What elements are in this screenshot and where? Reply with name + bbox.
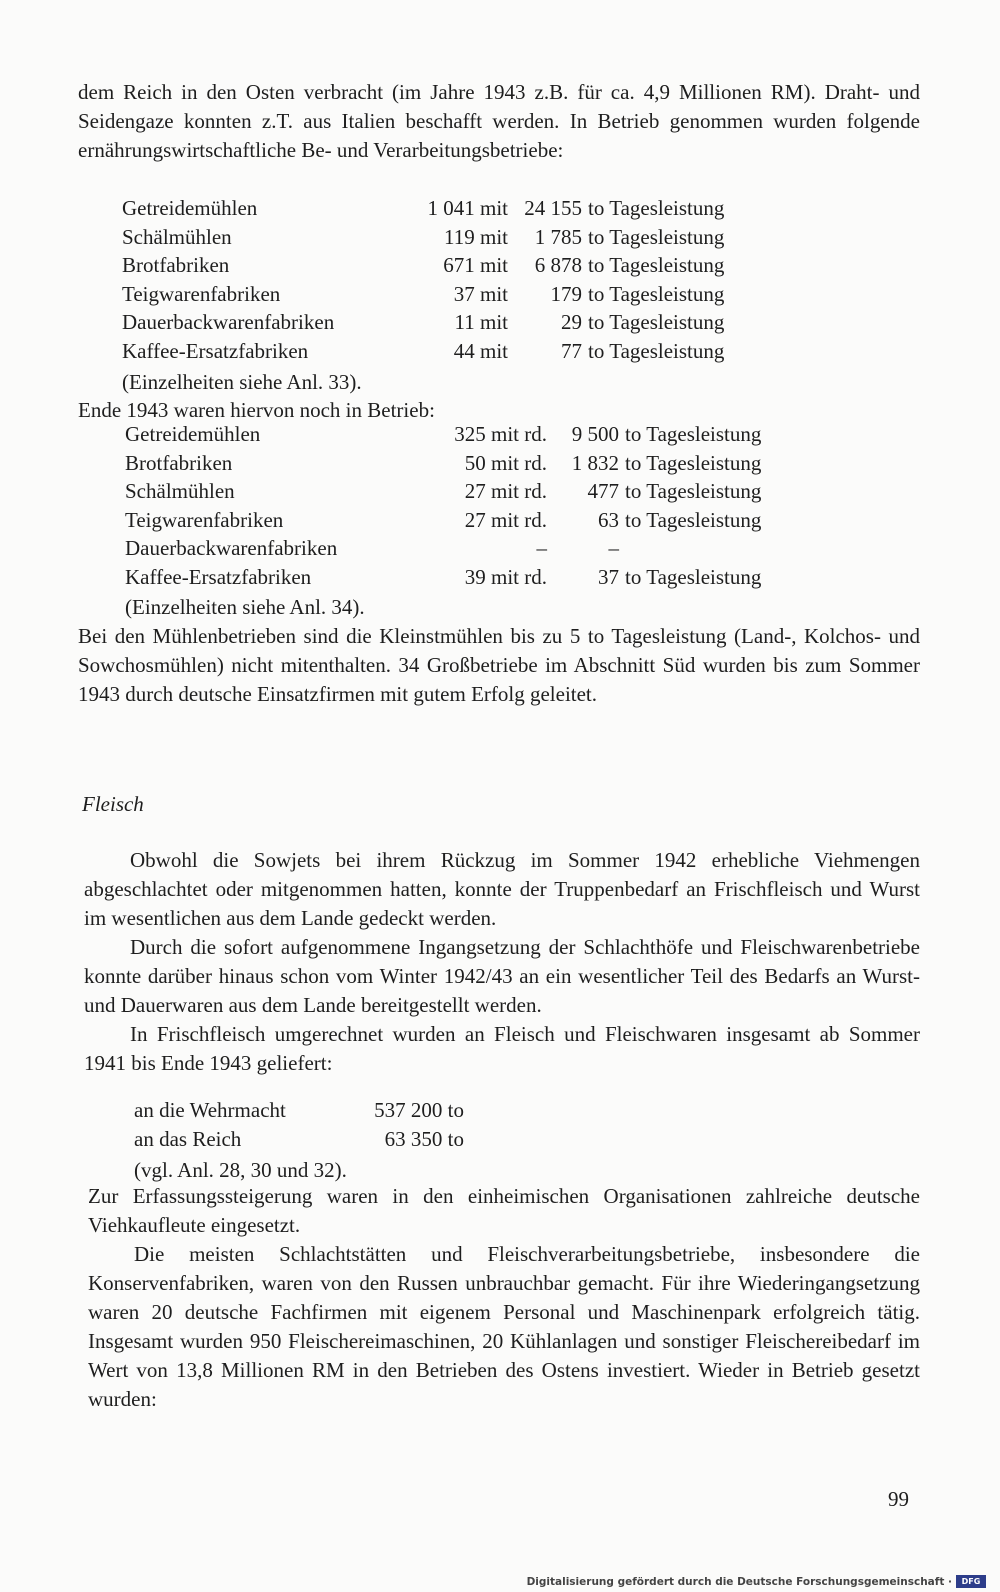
footer-text: Digitalisierung gefördert durch die Deutsche Forschungsgemeinschaft · (526, 1575, 952, 1588)
facility-name: Teigwarenfabriken (122, 281, 281, 306)
mills-paragraph: Bei den Mühlenbetrieben sind die Kleinstmühlen bis zu 5 to Tagesleistung (Land-, Kolchos- und Sowchosmühlen) nicht mitenthalten. 34 Großbetriebe im Abschnitt Süd wurden bis zum Sommer 1943 durch deutsche Einsatzfirmen mit gutem Erfolg geleitet. (78, 624, 920, 706)
facility-name: Getreidemühlen (122, 196, 258, 220)
facility-name: Brotfabriken (125, 450, 233, 475)
page-number: 99 (888, 1487, 909, 1511)
table-plants-operating (125, 420, 795, 591)
capacity-unit: to Tagesleistung (625, 422, 762, 446)
footer-credit (527, 1575, 986, 1588)
lead-end-1943: Ende 1943 waren hiervon noch in Betrieb: (78, 398, 435, 422)
table-row (125, 420, 795, 449)
table-row (122, 223, 758, 252)
facility-count: 37 mit (453, 281, 508, 306)
meat-paragraph-4: Zur Erfassungssteigerung waren in den einheimischen Organisationen zahlreiche deutsche Viehkaufleute eingesetzt. (88, 1184, 920, 1237)
facility-count: 27 mit rd. (464, 479, 547, 503)
facility-name: Kaffee-Ersatzfabriken (122, 338, 309, 363)
capacity-unit: to Tagesleistung (625, 564, 762, 589)
facility-name: Kaffee-Ersatzfabriken (125, 564, 312, 589)
table-row (125, 449, 795, 478)
facility-name: Teigwarenfabriken (125, 507, 284, 532)
daily-capacity: 179 (550, 281, 582, 306)
facility-count: 11 mit (454, 310, 508, 334)
meat-block-2 (88, 1182, 920, 1414)
daily-capacity: 24 155 (524, 196, 582, 220)
facility-count: 671 mit (443, 253, 508, 277)
capacity-unit: to Tagesleistung (588, 281, 725, 306)
daily-capacity: – (608, 536, 619, 560)
delivered-amount: 63 350 to (384, 1126, 464, 1151)
table-row (122, 251, 758, 280)
table-row (134, 1096, 464, 1125)
daily-capacity: 77 (561, 338, 582, 363)
recipient-name: an das Reich (134, 1126, 242, 1151)
intro-paragraph: dem Reich in den Osten verbracht (im Jahre 1943 z.B. für ca. 4,9 Millionen RM). Draht- und Seidengaze konnten z.T. aus Italien beschafft werden. In Betrieb genommen wurden folgende ernährungswirtschaftliche Be- und Verarbeitungsbetriebe: (78, 80, 920, 162)
daily-capacity: 1 832 (571, 450, 619, 475)
table-row (125, 506, 795, 535)
meat-paragraph-3: In Frischfleisch umgerechnet wurden an Fleisch und Fleischwaren insgesamt ab Sommer 1941 bis Ende 1943 geliefert: (84, 1022, 920, 1075)
table-row (122, 194, 758, 223)
daily-capacity: 37 (598, 564, 619, 589)
capacity-unit: to Tagesleistung (588, 196, 725, 220)
facility-name: Dauerbackwarenfabriken (122, 310, 335, 334)
facility-name: Getreidemühlen (125, 422, 261, 446)
dfg-logo-icon: DFG (956, 1575, 986, 1588)
capacity-unit: to Tagesleistung (588, 224, 725, 249)
table-row (125, 563, 795, 592)
table-row (122, 308, 758, 337)
table-row (125, 534, 795, 563)
facility-count: 27 mit rd. (464, 507, 547, 532)
daily-capacity: 477 (587, 479, 619, 503)
capacity-unit: to Tagesleistung (588, 338, 725, 363)
intro-block (78, 78, 920, 165)
daily-capacity: 1 785 (534, 224, 582, 249)
table-row (122, 337, 758, 366)
facility-count: 325 mit rd. (454, 422, 547, 446)
facility-name: Brotfabriken (122, 253, 230, 277)
daily-capacity: 6 878 (534, 253, 582, 277)
meat-paragraph-5: Die meisten Schlachtstätten und Fleischverarbeitungsbetriebe, insbesondere die Konservenfabriken, waren von den Russen unbrauchbar gemacht. Für ihre Wiederingangsetzung waren 20 deutsche Fachfirmen mit eigenem Personal und Maschinenpark erfolgreich tätig. Insgesamt wurden 950 Fleischereimaschinen, 20 Kühlanlagen und sonstiger Fleischereibedarf im Wert von 13,8 Millionen RM in den Betrieben des Ostens investiert. Wieder in Betrieb gesetzt wurden: (88, 1242, 920, 1411)
facility-count: 39 mit rd. (464, 564, 547, 589)
meat-block (84, 846, 920, 1078)
table-row (134, 1125, 464, 1154)
delivered-amount: 537 200 to (374, 1098, 464, 1122)
daily-capacity: 9 500 (571, 422, 619, 446)
daily-capacity: 63 (598, 507, 619, 532)
daily-capacity: 29 (561, 310, 582, 334)
capacity-unit: to Tagesleistung (625, 479, 762, 503)
facility-count: 119 mit (444, 224, 508, 249)
meat-paragraph-1: Obwohl die Sowjets bei ihrem Rückzug im Sommer 1942 erhebliche Viehmengen abgeschlachtet oder mitgenommen hatten, konnte der Truppenbedarf an Frischfleisch und Wurst im wesentlichen aus dem Lande gedeckt werden. (84, 848, 920, 930)
note-annex-28-30-32: (vgl. Anl. 28, 30 und 32). (134, 1158, 347, 1182)
capacity-unit: to Tagesleistung (588, 310, 725, 334)
table-row (122, 280, 758, 309)
capacity-unit: to Tagesleistung (625, 450, 762, 475)
note-annex-34: (Einzelheiten siehe Anl. 34). (125, 595, 365, 619)
capacity-unit: to Tagesleistung (625, 507, 762, 532)
table-meat-deliveries (134, 1096, 464, 1153)
facility-count: – (536, 536, 547, 560)
facility-name: Schälmühlen (125, 479, 235, 503)
mills-block (78, 622, 920, 709)
recipient-name: an die Wehrmacht (134, 1098, 286, 1122)
capacity-unit (619, 534, 795, 563)
table-row (125, 477, 795, 506)
note-annex-33: (Einzelheiten siehe Anl. 33). (122, 370, 362, 394)
facility-name: Schälmühlen (122, 224, 232, 249)
capacity-unit: to Tagesleistung (588, 253, 725, 277)
facility-count: 50 mit rd. (464, 450, 547, 475)
facility-count: 44 mit (453, 338, 508, 363)
meat-paragraph-2: Durch die sofort aufgenommene Ingangsetzung der Schlachthöfe und Fleischwarenbetriebe konnte darüber hinaus schon vom Winter 1942/43 an ein wesentlicher Teil des Bedarfs an Wurst- und Dauerwaren aus dem Lande bereitgestellt werden. (84, 935, 920, 1017)
section-heading-fleisch: Fleisch (82, 792, 144, 816)
table-plants-started (122, 194, 758, 365)
facility-name: Dauerbackwarenfabriken (125, 536, 338, 560)
facility-count: 1 041 mit (427, 196, 508, 220)
